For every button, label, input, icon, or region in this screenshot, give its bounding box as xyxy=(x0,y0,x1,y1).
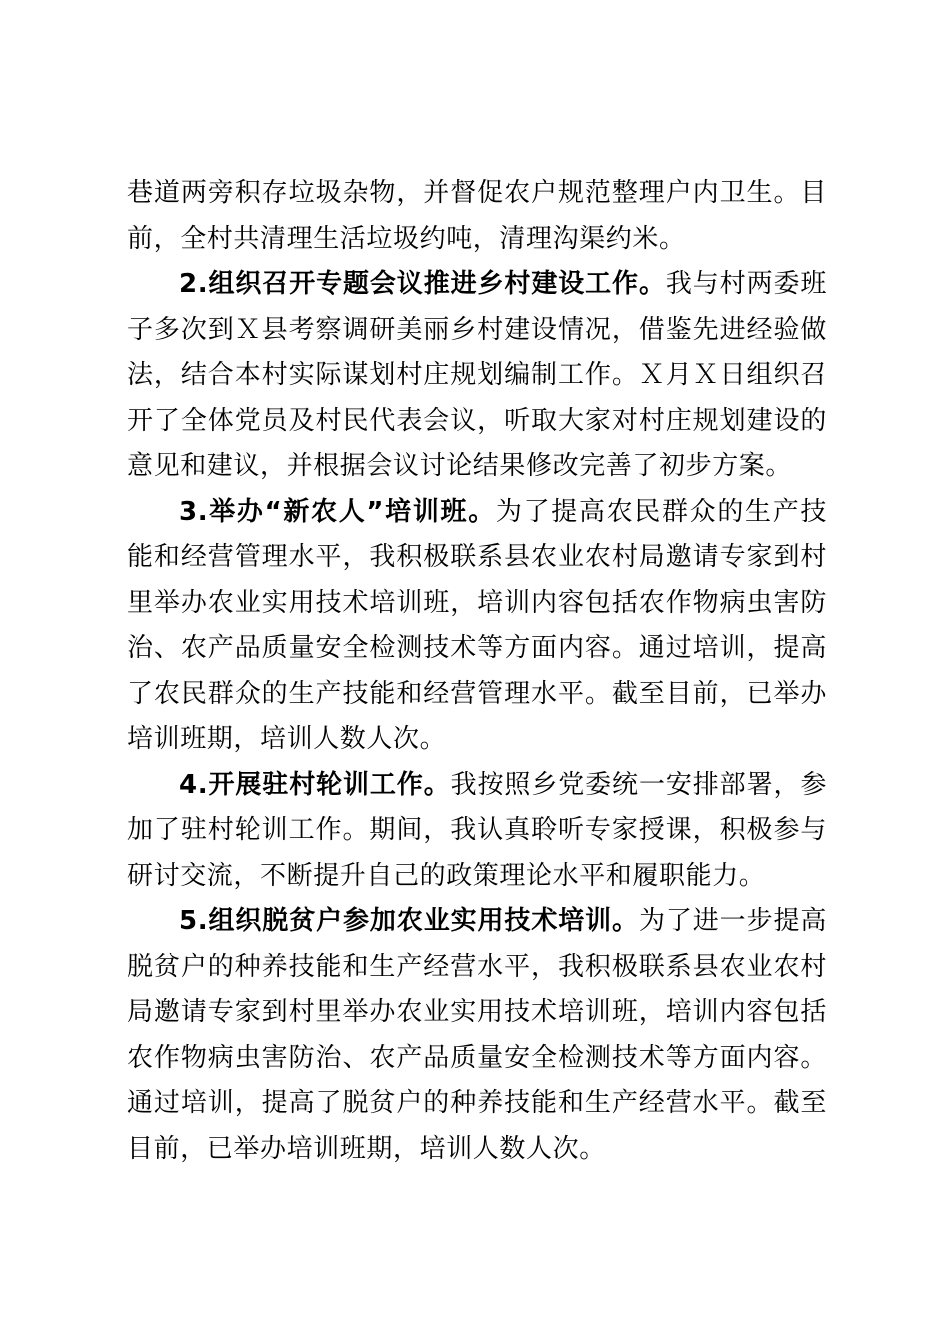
paragraph-item-5 xyxy=(127,899,827,1172)
document-body xyxy=(127,171,827,1172)
paragraph-item-2 xyxy=(127,262,827,490)
paragraph-heading: 3.举办“新农人”培训班。 xyxy=(179,496,496,527)
paragraph-text: 为了进一步提高脱贫户的种养技能和生产经营水平，我积极联系县农业农村局邀请专家到村里举办农业实用技术培训班，培训内容包括农作物病虫害防治、农产品质量安全检测技术等方面内容。通过培训，提高了脱贫户的种养技能和生产经营水平。截至目前，已举办培训班期，培训人数人次。 xyxy=(127,906,827,1164)
paragraph-item-3 xyxy=(127,490,827,763)
paragraph-heading: 4.开展驻村轮训工作。 xyxy=(179,769,451,800)
paragraph-text: 巷道两旁积存垃圾杂物，并督促农户规范整理户内卫生。目前，全村共清理生活垃圾约吨，清理沟渠约米。 xyxy=(127,178,827,254)
paragraph-text: 为了提高农民群众的生产技能和经营管理水平，我积极联系县农业农村局邀请专家到村里举办农业实用技术培训班，培训内容包括农作物病虫害防治、农产品质量安全检测技术等方面内容。通过培训，提高了农民群众的生产技能和经营管理水平。截至目前，已举办培训班期，培训人数人次。 xyxy=(127,496,827,754)
paragraph-text: 我与村两委班子多次到Ｘ县考察调研美丽乡村建设情况，借鉴先进经验做法，结合本村实际谋划村庄规划编制工作。Ｘ月Ｘ日组织召开了全体党员及村民代表会议，听取大家对村庄规划建设的意见和建议，并根据会议讨论结果修改完善了初步方案。 xyxy=(127,269,827,481)
paragraph-heading: 2.组织召开专题会议推进乡村建设工作。 xyxy=(179,269,666,299)
paragraph-item-4 xyxy=(127,763,827,900)
paragraph-continuation xyxy=(127,171,827,262)
paragraph-text: 我按照乡党委统一安排部署，参加了驻村轮训工作。期间，我认真聆听专家授课，积极参与研讨交流，不断提升自己的政策理论水平和履职能力。 xyxy=(127,769,827,891)
paragraph-heading: 5.组织脱贫户参加农业实用技术培训。 xyxy=(179,906,639,936)
